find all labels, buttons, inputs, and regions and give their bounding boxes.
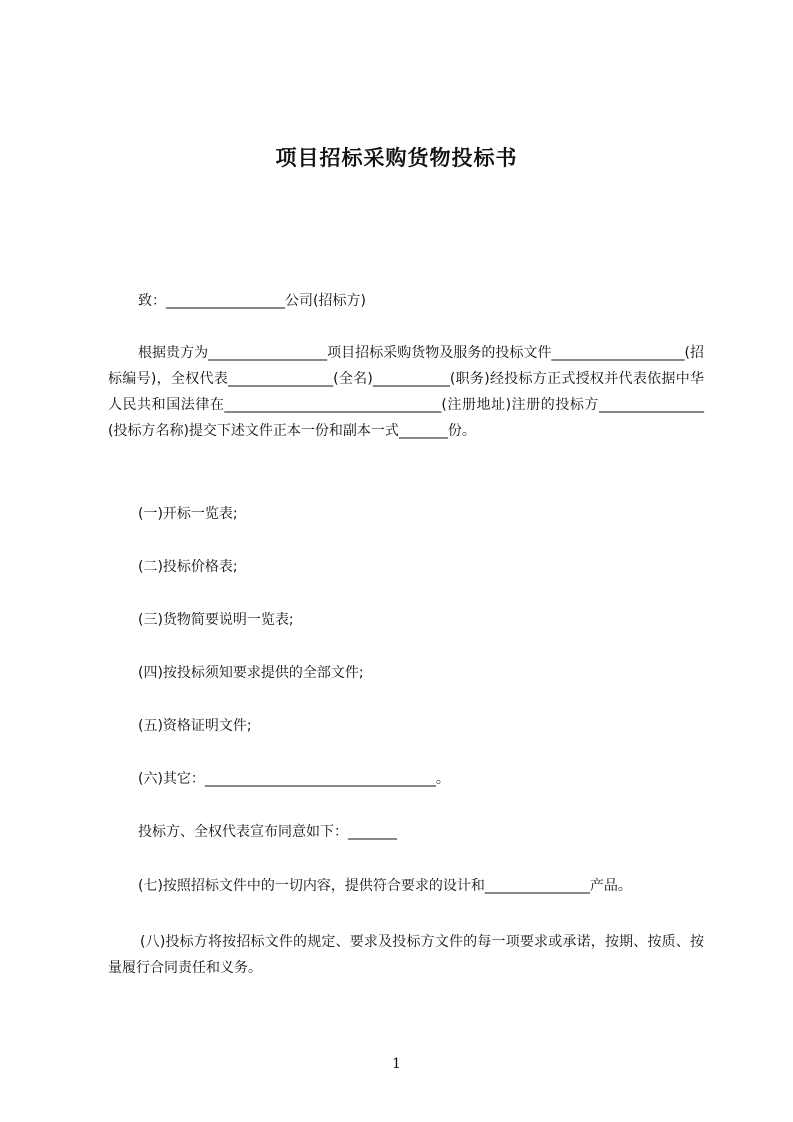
list-item-4: (四)按投标须知要求提供的全部文件; xyxy=(138,665,364,681)
list-item-5: (五)资格证明文件; xyxy=(138,718,252,734)
list-item-2: (二)投标价格表; xyxy=(138,559,238,575)
clause-7: (七)按照招标文件中的一切内容，提供符合要求的设计和_______________产品。 xyxy=(138,878,632,894)
list-item-6: (六)其它：_________________________________。 xyxy=(138,771,450,787)
list-item-1: (一)开标一览表; xyxy=(138,506,238,522)
clause-8: (八)投标方将按招标文件的规定、要求及投标方文件的每一项要求或承诺，按期、按质、按量履行合同责任和义务。 xyxy=(108,934,704,976)
declaration: 投标方、全权代表宣布同意如下：_______ xyxy=(138,824,397,840)
document-title: 项目招标采购货物投标书 xyxy=(275,146,518,170)
page-number: 1 xyxy=(392,1056,401,1072)
list-item-3: (三)货物简要说明一览表; xyxy=(138,612,294,628)
body-paragraph: 根据贵方为_________________项目招标采购货物及服务的投标文件___________________(招标编号)，全权代表_______________(全名)___________(职务)经投标方正式授权并代表依据中华人民共和国法律在_______________________________(注册地址)注册的投标方_______________(投标方名称)提交下述文件正本一份和副本一式_______份。 xyxy=(108,345,704,439)
salutation: 致：_________________公司(招标方) xyxy=(138,293,366,309)
